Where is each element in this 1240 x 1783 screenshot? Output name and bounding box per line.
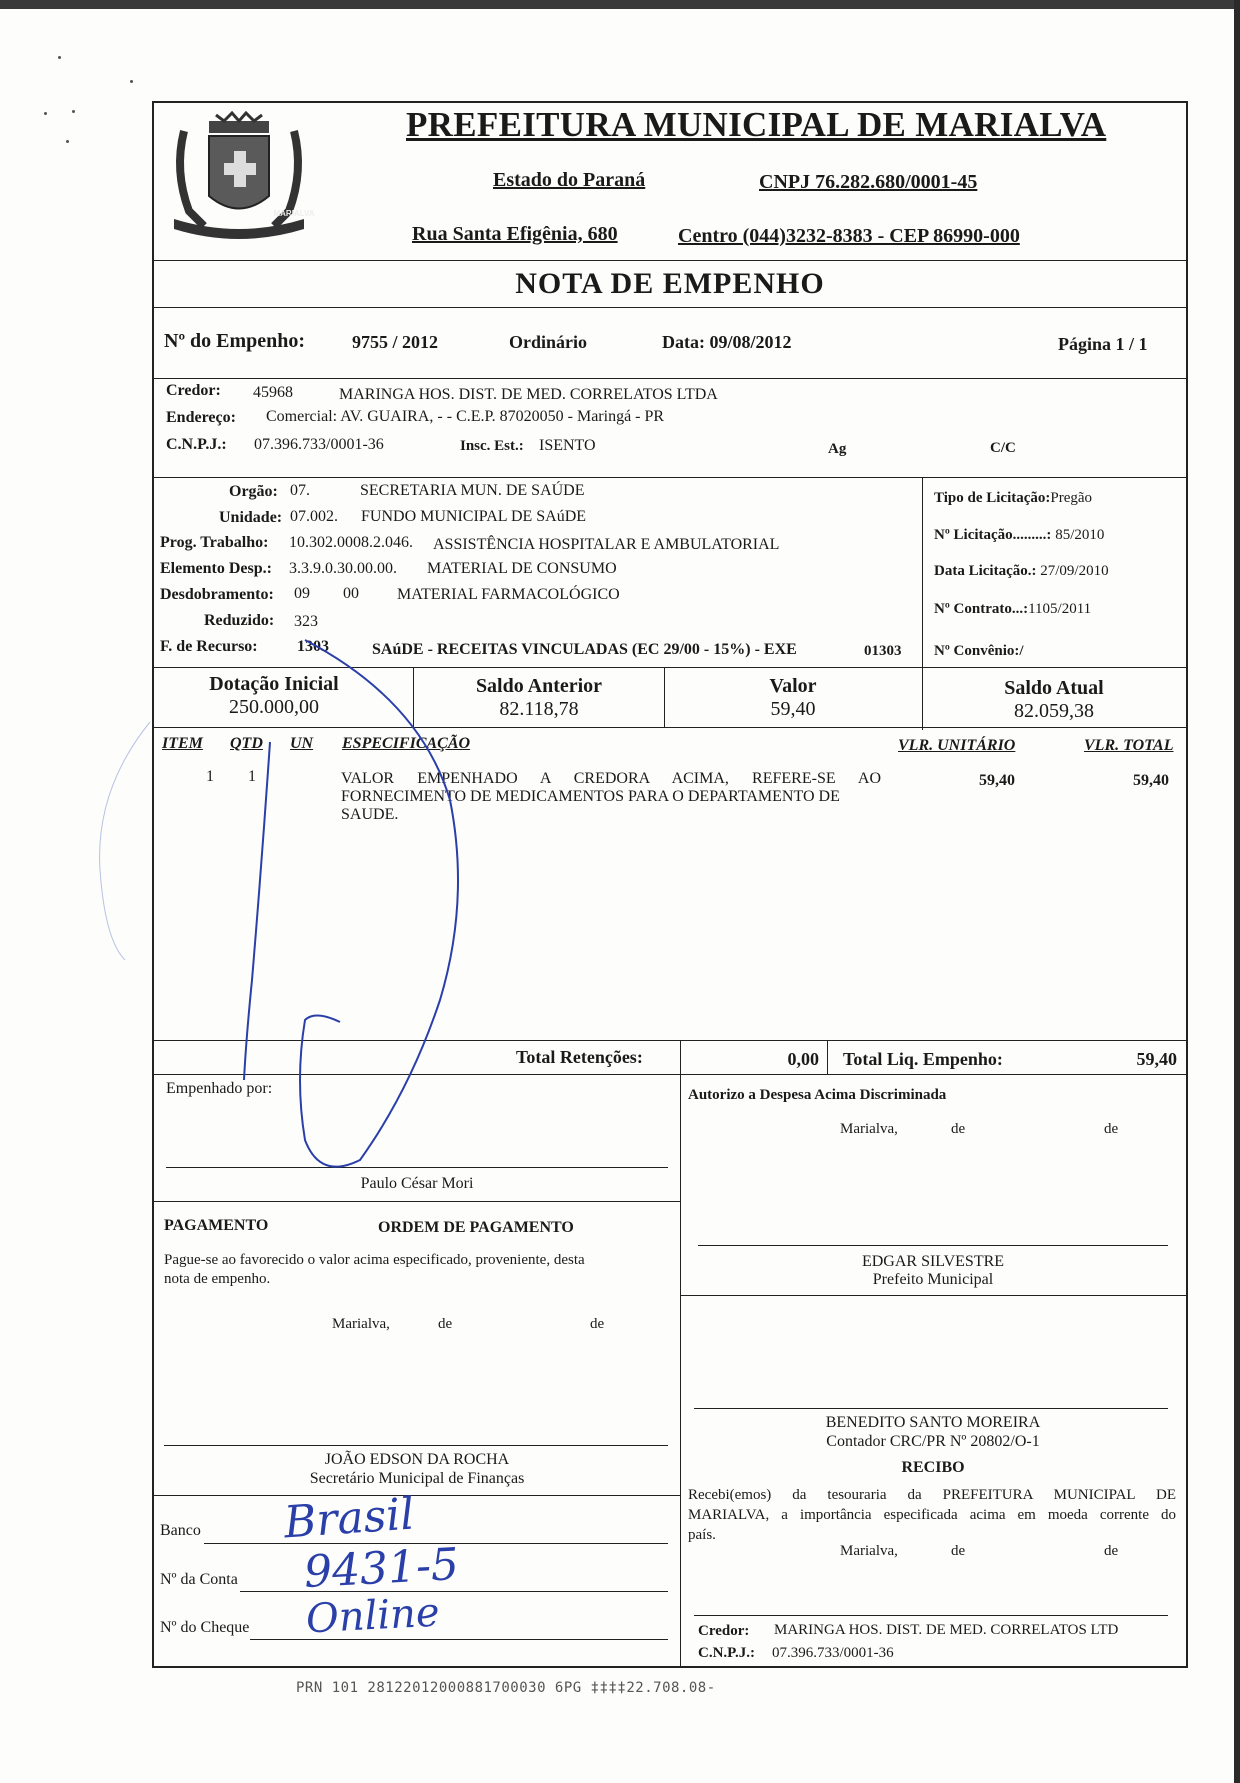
item-description-line1: VALOR EMPENHADO A CREDORA ACIMA, REFERE-SE AO [341, 770, 881, 787]
pagamento-de-1: de [438, 1316, 453, 1332]
orgao-label: Orgão: [229, 483, 278, 500]
document-title: NOTA DE EMPENHO [515, 267, 825, 300]
col-item: ITEM [162, 735, 203, 752]
item-total-value: 59,40 [1133, 772, 1169, 789]
contador-name: BENEDITO SANTO MOREIRA [825, 1414, 1041, 1431]
pagamento-text-line1: Pague-se ao favorecido o valor acima especificado, proveniente, desta [164, 1252, 585, 1268]
cheque-label: Nº do Cheque [160, 1619, 250, 1636]
municipal-crest-icon [164, 111, 314, 241]
credor-name: MARINGA HOS. DIST. DE MED. CORRELATOS LTDA [339, 386, 718, 403]
col-especificacao: ESPECIFICAÇÃO [342, 735, 471, 752]
pagamento-label: PAGAMENTO [164, 1217, 269, 1234]
desdobramento-label: Desdobramento: [160, 586, 274, 603]
empenho-date: Data: 09/08/2012 [662, 332, 792, 352]
agencia-label: Ag [828, 441, 847, 457]
scan-speck [130, 80, 133, 83]
empenhado-por-label: Empenhado por: [166, 1080, 273, 1097]
empenho-number: 9755 / 2012 [352, 332, 439, 352]
item-unit-value: 59,40 [979, 772, 1015, 789]
dotacao-value: 250.000,00 [229, 696, 319, 718]
reduzido-code: 323 [294, 613, 318, 630]
ordem-pagamento-label: ORDEM DE PAGAMENTO [378, 1219, 574, 1236]
recibo-de-2: de [1104, 1543, 1119, 1559]
valor-label: Valor [769, 675, 817, 697]
recibo-text-line3: país. [688, 1527, 716, 1543]
recibo-de-1: de [951, 1543, 966, 1559]
credor-label: Credor: [166, 382, 221, 399]
recibo-text-line2: MARIALVA, a importância especificada acima em moeda corrente do [688, 1507, 1176, 1523]
recibo-title: RECIBO [901, 1459, 965, 1476]
banco-label: Banco [160, 1522, 201, 1539]
recibo-city: Marialva, [840, 1543, 898, 1559]
unidade-label: Unidade: [219, 509, 283, 526]
scan-speck [72, 110, 75, 113]
fonte-recurso-name: SAúDE - RECEITAS VINCULADAS (EC 29/00 - 15%) - EXE [372, 641, 797, 658]
unidade-code: 07.002. [290, 508, 338, 525]
numero-licitacao: Nº Licitação.........: 85/2010 [934, 527, 1105, 543]
autorizo-de-2: de [1104, 1121, 1119, 1137]
header-street: Rua Santa Efigênia, 680 [412, 223, 618, 245]
printer-code: PRN 101 28122012000881700030 6PG ‡‡‡‡22.708.08- [296, 1680, 716, 1696]
saldo-anterior-label: Saldo Anterior [475, 675, 603, 697]
autorizo-city: Marialva, [840, 1121, 898, 1137]
prog-trabalho-name: ASSISTÊNCIA HOSPITALAR E AMBULATORIAL [433, 536, 780, 553]
credor-address: Comercial: AV. GUAIRA, - - C.E.P. 87020050 - Maringá - PR [266, 408, 665, 425]
prefeito-role: Prefeito Municipal [872, 1271, 994, 1288]
endereco-label: Endereço: [166, 409, 236, 426]
recibo-cnpj-label: C.N.P.J.: [698, 1645, 755, 1661]
scan-right-edge [1234, 0, 1240, 1783]
scan-top-edge [0, 0, 1240, 9]
valor-value: 59,40 [770, 698, 816, 720]
credor-cnpj-label: C.N.P.J.: [166, 436, 227, 453]
desdobramento-b: 00 [343, 585, 359, 602]
prog-trabalho-code: 10.302.0008.2.046. [289, 534, 413, 551]
conta-label: Nº da Conta [160, 1571, 238, 1588]
page-number: Página 1 / 1 [1058, 334, 1148, 354]
total-liquido-value: 59,40 [1136, 1049, 1177, 1069]
header-cnpj: CNPJ 76.282.680/0001-45 [759, 171, 978, 193]
prefeito-name: EDGAR SILVESTRE [861, 1253, 1005, 1270]
page-title: PREFEITURA MUNICIPAL DE MARIALVA [406, 105, 1107, 144]
autorizo-de-1: de [951, 1121, 966, 1137]
insc-label: Insc. Est.: [460, 438, 524, 454]
saldo-anterior-value: 82.118,78 [499, 698, 579, 720]
numero-contrato: Nº Contrato...:1105/2011 [934, 601, 1092, 617]
col-qtd: QTD [230, 735, 263, 752]
item-description-line2: FORNECIMENTO DE MEDICAMENTOS PARA O DEPARTAMENTO DE [341, 788, 840, 805]
col-vlr-unitario: VLR. UNITÁRIO [898, 737, 1016, 754]
total-retencoes-label: Total Retenções: [516, 1047, 643, 1067]
fonte-recurso-code: 1303 [297, 638, 329, 655]
empenhado-por-name: Paulo César Mori [360, 1175, 474, 1192]
col-un: UN [290, 735, 314, 752]
banco-handwritten: Brasil [282, 1488, 416, 1549]
recibo-credor-name: MARINGA HOS. DIST. DE MED. CORRELATOS LTD [774, 1622, 1119, 1638]
pagamento-de-2: de [590, 1316, 605, 1332]
header-contact: Centro (044)3232-8383 - CEP 86990-000 [678, 225, 1020, 247]
contador-role: Contador CRC/PR Nº 20802/O-1 [826, 1433, 1040, 1450]
saldo-atual-label: Saldo Atual [1004, 677, 1104, 699]
data-licitacao: Data Licitação.: 27/09/2010 [934, 563, 1109, 579]
fonte-recurso-label: F. de Recurso: [160, 638, 258, 655]
unidade-name: FUNDO MUNICIPAL DE SAúDE [361, 508, 587, 525]
numero-convenio: Nº Convênio:/ [934, 643, 1024, 659]
elemento-label: Elemento Desp.: [160, 560, 272, 577]
credor-code: 45968 [253, 384, 293, 401]
secretario-name: JOÃO EDSON DA ROCHA [324, 1451, 510, 1468]
scan-speck [58, 56, 61, 59]
cheque-handwritten: Online [304, 1589, 441, 1643]
item-description-line3: SAUDE. [341, 806, 399, 823]
item-qtd: 1 [248, 768, 256, 785]
orgao-name: SECRETARIA MUN. DE SAÚDE [360, 482, 585, 499]
secretario-role: Secretário Municipal de Finanças [309, 1470, 525, 1487]
fonte-recurso-number: 01303 [864, 643, 902, 659]
reduzido-label: Reduzido: [204, 612, 275, 629]
empenho-kind: Ordinário [509, 332, 588, 352]
conta-handwritten: 9431-5 [302, 1538, 461, 1599]
autorizo-title: Autorizo a Despesa Acima Discriminada [688, 1087, 947, 1103]
credor-cnpj: 07.396.733/0001-36 [254, 436, 384, 453]
recibo-text-line1: Recebi(emos) da tesouraria da PREFEITURA MUNICIPAL DE [688, 1487, 1176, 1503]
item-number: 1 [206, 768, 214, 785]
crest-ribbon-text: MARIALVA [273, 209, 315, 218]
orgao-code: 07. [290, 482, 310, 499]
prog-trabalho-label: Prog. Trabalho: [160, 534, 269, 551]
dotacao-label: Dotação Inicial [209, 673, 339, 695]
elemento-code: 3.3.9.0.30.00.00. [289, 560, 397, 577]
saldo-atual-value: 82.059,38 [1014, 700, 1094, 722]
desdobramento-name: MATERIAL FARMACOLÓGICO [397, 586, 620, 603]
scan-speck [44, 112, 47, 115]
tipo-licitacao: Tipo de Licitação:Pregão [934, 490, 1093, 506]
desdobramento-a: 09 [294, 585, 310, 602]
elemento-name: MATERIAL DE CONSUMO [427, 560, 617, 577]
recibo-credor-label: Credor: [698, 1623, 750, 1639]
empenho-number-label: Nº do Empenho: [164, 330, 306, 352]
col-vlr-total: VLR. TOTAL [1084, 737, 1174, 754]
pagamento-text-line2: nota de empenho. [164, 1271, 271, 1287]
scan-speck [66, 140, 69, 143]
pagamento-city: Marialva, [332, 1316, 390, 1332]
state-name: Estado do Paraná [493, 169, 646, 191]
insc-value: ISENTO [539, 437, 596, 454]
total-retencoes-value: 0,00 [787, 1049, 819, 1069]
nota-de-empenho-form [152, 101, 1188, 1668]
total-liquido-label: Total Liq. Empenho: [843, 1049, 1003, 1069]
recibo-cnpj-value: 07.396.733/0001-36 [772, 1645, 894, 1661]
conta-corrente-label: C/C [990, 440, 1016, 456]
